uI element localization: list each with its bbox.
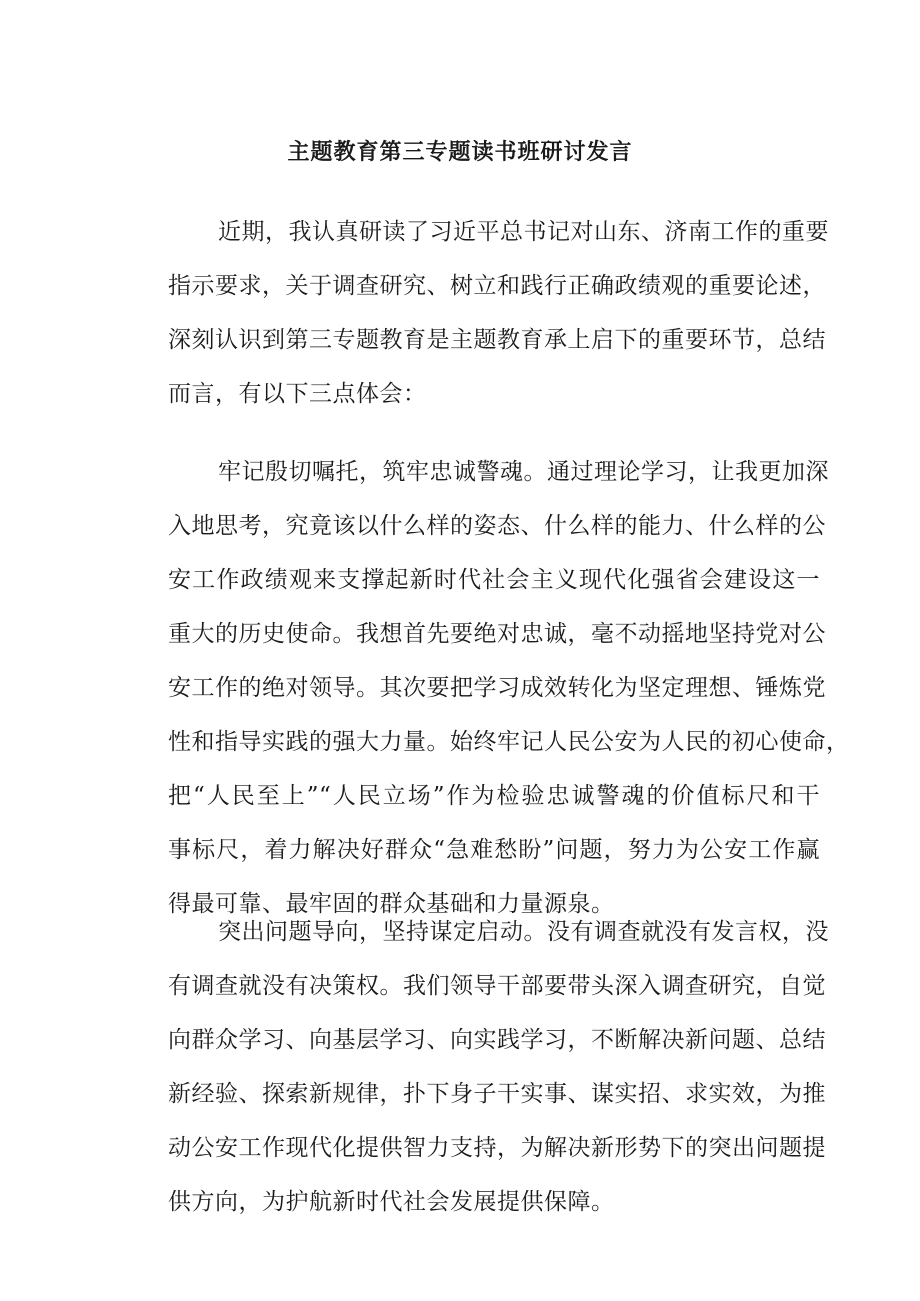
text-line: 向群众学习、向基层学习、向实践学习，不断解决新问题、总结 <box>168 1027 826 1053</box>
document-title: 主题教育第三专题读书班研讨发言 <box>287 139 633 165</box>
text-line: 牢记殷切嘱托，筑牢忠诚警魂。通过理论学习，让我更加深 <box>218 459 829 485</box>
text-line: 把“人民至上”“人民立场”作为检验忠诚警魂的价值标尺和干 <box>168 783 820 809</box>
text-line: 事标尺，着力解决好群众“急难愁盼”问题，努力为公安工作赢 <box>168 837 820 863</box>
text-line: 得最可靠、最牢固的群众基础和力量源泉。 <box>168 891 615 917</box>
text-line: 安工作政绩观来支撑起新时代社会主义现代化强省会建设这一 <box>168 567 820 593</box>
text-line: 深刻认识到第三专题教育是主题教育承上启下的重要环节，总结 <box>168 327 826 353</box>
text-line: 动公安工作现代化提供智力支持，为解决新形势下的突出问题提 <box>168 1135 826 1161</box>
text-line: 安工作的绝对领导。其次要把学习成效转化为坚定理想、锤炼党 <box>168 675 826 701</box>
text-line: 有调查就没有决策权。我们领导干部要带头深入调查研究，自觉 <box>168 973 826 999</box>
text-line: 而言，有以下三点体会： <box>168 381 427 407</box>
text-line: 重大的历史使命。我想首先要绝对忠诚，毫不动摇地坚持党对公 <box>168 621 826 647</box>
text-line: 入地思考，究竟该以什么样的姿态、什么样的能力、什么样的公 <box>168 513 826 539</box>
text-line: 近期，我认真研读了习近平总书记对山东、济南工作的重要 <box>218 219 829 245</box>
text-line: 突出问题导向，坚持谋定启动。没有调查就没有发言权，没 <box>218 919 829 945</box>
paragraph-3 <box>168 905 829 1229</box>
text-line: 供方向，为护航新时代社会发展提供保障。 <box>168 1189 615 1215</box>
paragraph-1 <box>168 205 829 421</box>
paragraph-2 <box>168 445 850 931</box>
text-line: 新经验、探索新规律，扑下身子干实事、谋实招、求实效，为推 <box>168 1081 826 1107</box>
text-line: 指示要求，关于调查研究、树立和践行正确政绩观的重要论述， <box>168 273 826 299</box>
text-line: 性和指导实践的强大力量。始终牢记人民公安为人民的初心使命， <box>168 729 850 755</box>
